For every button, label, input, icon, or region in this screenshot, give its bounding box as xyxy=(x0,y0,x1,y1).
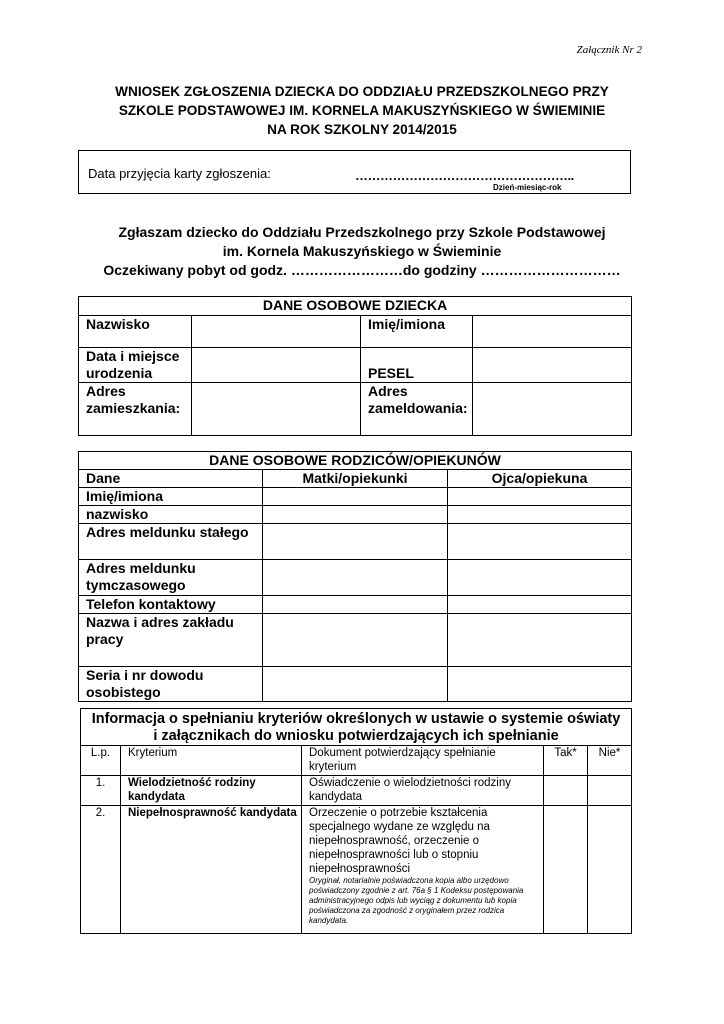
parents-data-header: DANE OSOBOWE RODZICÓW/OPIEKUNÓW xyxy=(79,452,632,470)
annex-label: Załącznik Nr 2 xyxy=(576,44,642,56)
criteria-row-number: 2. xyxy=(81,806,121,934)
criteria-document-text: Orzeczenie o potrzebie kształcenia specjalnego wydane ze względu na niepełnosprawność, orzeczenie o niepełnosprawności lub o stopniu niepełnosprawności xyxy=(309,807,490,875)
criteria-col-document: Dokument potwierdzający spełnianie kryterium xyxy=(302,746,544,776)
criteria-no-checkbox[interactable] xyxy=(588,776,632,806)
mother-field[interactable] xyxy=(263,524,448,560)
child-data-table xyxy=(78,296,632,436)
father-field[interactable] xyxy=(448,596,632,614)
parents-col-mother: Matki/opiekunki xyxy=(263,470,448,488)
child-birth-field[interactable] xyxy=(192,348,361,383)
child-registered-label-1: Adres xyxy=(368,383,408,399)
document-title xyxy=(80,82,644,139)
parents-row-label: Imię/imiona xyxy=(79,488,263,506)
acceptance-date-field[interactable]: …………………………………………….. xyxy=(355,168,574,183)
father-field[interactable] xyxy=(448,524,632,560)
parents-row-label: Adres meldunku stałego xyxy=(79,524,263,560)
title-line-1: WNIOSEK ZGŁOSZENIA DZIECKA DO ODDZIAŁU PRZEDSZKOLNEGO PRZY xyxy=(115,84,609,99)
mother-field[interactable] xyxy=(263,560,448,596)
mother-field[interactable] xyxy=(263,506,448,524)
criteria-row-number: 1. xyxy=(81,776,121,806)
father-field[interactable] xyxy=(448,506,632,524)
criteria-yes-checkbox[interactable] xyxy=(544,806,588,934)
criteria-yes-checkbox[interactable] xyxy=(544,776,588,806)
intro-line-2: im. Kornela Makuszyńskiego w Świeminie xyxy=(222,243,502,259)
child-address-field[interactable] xyxy=(192,383,361,436)
father-field[interactable] xyxy=(448,667,632,702)
criteria-col-no: L.p. xyxy=(81,746,121,776)
criteria-table xyxy=(80,708,632,934)
criteria-header xyxy=(81,709,632,746)
father-field[interactable] xyxy=(448,614,632,667)
child-birth-label-2: urodzenia xyxy=(86,365,153,381)
criteria-row-document: Oświadczenie o wielodzietności rodziny kandydata xyxy=(302,776,544,806)
parents-col-father: Ojca/opiekuna xyxy=(448,470,632,488)
criteria-col-criterion: Kryterium xyxy=(121,746,302,776)
child-data-header: DANE OSOBOWE DZIECKA xyxy=(79,297,632,316)
child-names-label: Imię/imiona xyxy=(361,316,473,348)
child-address-label-1: Adres xyxy=(86,383,126,399)
parents-row-label: Seria i nr dowodu osobistego xyxy=(79,667,263,702)
father-field[interactable] xyxy=(448,560,632,596)
parents-row-label: Adres meldunku tymczasowego xyxy=(79,560,263,596)
criteria-header-2: i załącznikach do wniosku potwierdzających ich spełnianie xyxy=(153,728,559,744)
father-field[interactable] xyxy=(448,488,632,506)
acceptance-date-box xyxy=(78,150,631,194)
mother-field[interactable] xyxy=(263,614,448,667)
child-registered-field[interactable] xyxy=(473,383,632,436)
criteria-no-checkbox[interactable] xyxy=(588,806,632,934)
intro-statement xyxy=(80,223,644,280)
parents-row-label: nazwisko xyxy=(79,506,263,524)
acceptance-date-label: Data przyjęcia karty zgłoszenia: xyxy=(88,166,271,181)
child-names-field[interactable] xyxy=(473,316,632,348)
intro-line-3[interactable]: Oczekiwany pobyt od godz. ……………………do godziny ………………………… xyxy=(103,262,621,278)
child-pesel-field[interactable] xyxy=(473,348,632,383)
intro-line-1: Zgłaszam dziecko do Oddziału Przedszkolnego przy Szkole Podstawowej xyxy=(118,224,606,240)
criteria-col-yes: Tak* xyxy=(544,746,588,776)
criteria-row-criterion: Niepełnosprawność kandydata xyxy=(121,806,302,934)
mother-field[interactable] xyxy=(263,488,448,506)
child-address-label-2: zamieszkania: xyxy=(86,400,181,416)
acceptance-date-hint: Dzień-miesiąc-rok xyxy=(493,183,562,192)
child-birth-label xyxy=(79,348,192,383)
mother-field[interactable] xyxy=(263,596,448,614)
criteria-row-criterion: Wielodzietność rodziny kandydata xyxy=(121,776,302,806)
parents-col-data: Dane xyxy=(79,470,263,488)
child-birth-label-1: Data i miejsce xyxy=(86,348,180,364)
criteria-col-no-answer: Nie* xyxy=(588,746,632,776)
mother-field[interactable] xyxy=(263,667,448,702)
child-registered-label xyxy=(361,383,473,436)
child-address-label xyxy=(79,383,192,436)
criteria-header-1: Informacja o spełnianiu kryteriów określonych w ustawie o systemie oświaty xyxy=(91,711,621,727)
parents-row-label: Nazwa i adres zakładu pracy xyxy=(79,614,263,667)
parents-data-table xyxy=(78,451,632,702)
title-line-3: NA ROK SZKOLNY 2014/2015 xyxy=(267,122,457,137)
criteria-document-note: Oryginał, notarialnie poświadczona kopia albo urzędowo poświadczony zgodnie z art. 76a § 1 Kodeksu postępowania administracyjnego odpis lub wyciąg z dokumentu lub kopia poświadczona za zgodność z oryginałem przez rodzica kandydata. xyxy=(309,876,524,925)
criteria-row-document xyxy=(302,806,544,934)
title-line-2: SZKOLE PODSTAWOWEJ IM. KORNELA MAKUSZYŃSKIEGO W ŚWIEMINIE xyxy=(118,103,606,118)
child-surname-label: Nazwisko xyxy=(79,316,192,348)
parents-row-label: Telefon kontaktowy xyxy=(79,596,263,614)
child-pesel-label: PESEL xyxy=(361,348,473,383)
child-registered-label-2: zameldowania: xyxy=(368,400,468,416)
child-surname-field[interactable] xyxy=(192,316,361,348)
